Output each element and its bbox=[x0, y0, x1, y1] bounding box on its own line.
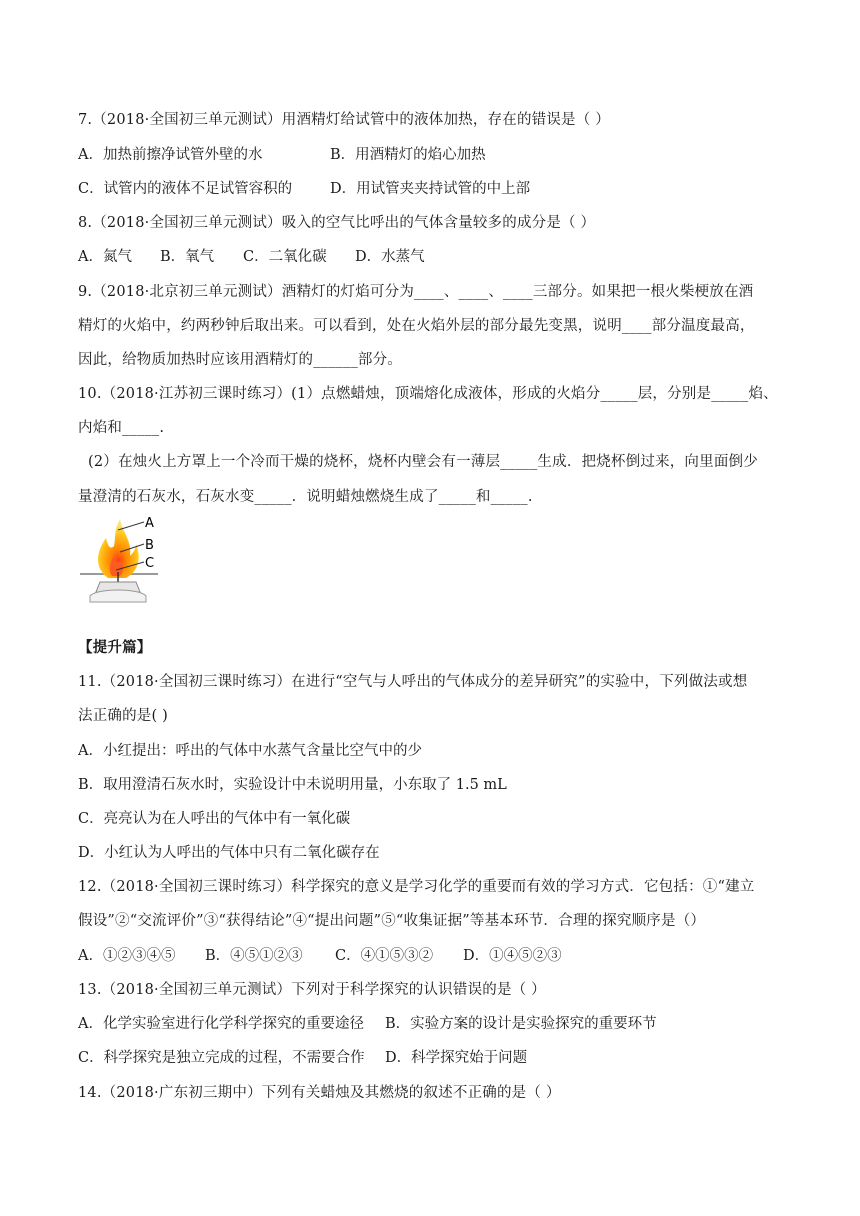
question-11-option-b: B．取用澄清石灰水时，实验设计中未说明用量，小东取了 1.5 mL bbox=[78, 777, 507, 793]
question-12-option-c: C．④①⑤③② bbox=[335, 948, 434, 964]
candle-flame-figure bbox=[80, 516, 160, 608]
question-10-line-3: (2）在烛火上方罩上一个冷而干燥的烧杯，烧杯内壁会有一薄层_____生成．把烧杯倒过来，向里面倒少 bbox=[88, 454, 758, 470]
question-11-line-1: 11.（2018·全国初三课时练习）在进行“空气与人呼出的气体成分的差异研究”的实验中，下列做法或想 bbox=[78, 674, 748, 690]
question-8-stem: 8.（2018·全国初三单元测试）吸入的空气比呼出的气体含量较多的成分是（ ） bbox=[78, 215, 596, 231]
question-9-line-2: 精灯的火焰中，约两秒钟后取出来。可以看到，处在火焰外层的部分最先变黑，说明____部分温度最高， bbox=[78, 318, 755, 334]
question-9-line-3: 因此，给物质加热时应该用酒精灯的______部分。 bbox=[78, 352, 402, 368]
question-11-option-a: A．小红提出：呼出的气体中水蒸气含量比空气中的少 bbox=[78, 743, 422, 759]
question-7-option-d: D．用试管夹夹持试管的中上部 bbox=[330, 181, 531, 197]
question-12-option-b: B．④⑤①②③ bbox=[205, 948, 303, 964]
question-11-option-c: C．亮亮认为在人呼出的气体中有一氧化碳 bbox=[78, 811, 351, 827]
question-10-line-1: 10.（2018·江苏初三课时练习）(1）点燃蜡烛，顶端熔化成液体，形成的火焰分_____层，分别是_____焰、 bbox=[78, 386, 778, 402]
question-13-option-d: D．科学探究始于问题 bbox=[385, 1050, 528, 1066]
question-9-line-1: 9.（2018·北京初三单元测试）酒精灯的灯焰可分为____、____、____三部分。如果把一根火柴梗放在酒 bbox=[78, 284, 754, 300]
question-14-stem: 14.（2018·广东初三期中）下列有关蜡烛及其燃烧的叙述不正确的是（ ） bbox=[78, 1085, 561, 1101]
question-8-option-c: C．二氧化碳 bbox=[243, 249, 327, 265]
question-7-option-b: B．用酒精灯的焰心加热 bbox=[330, 147, 486, 163]
section-heading: 【提升篇】 bbox=[78, 640, 152, 656]
question-13-option-a: A．化学实验室进行化学科学探究的重要途径 bbox=[78, 1016, 364, 1032]
question-10-line-2: 内焰和_____. bbox=[78, 420, 165, 436]
question-12-line-1: 12.（2018·全国初三课时练习）科学探究的意义是学习化学的重要而有效的学习方式．它包括：①“建立 bbox=[78, 879, 755, 895]
question-12-option-d: D．①④⑤②③ bbox=[463, 948, 562, 964]
question-13-stem: 13.（2018·全国初三单元测试）下列对于科学探究的认识错误的是（ ） bbox=[78, 982, 546, 998]
question-8-option-a: A．氮气 bbox=[78, 249, 132, 265]
question-8-option-b: B．氧气 bbox=[160, 249, 215, 265]
question-7-option-c: C．试管内的液体不足试管容积的 bbox=[78, 181, 293, 197]
question-11-line-2: 法正确的是( ) bbox=[78, 708, 169, 724]
question-13-option-b: B．实验方案的设计是实验探究的重要环节 bbox=[385, 1016, 657, 1032]
question-12-option-a: A．①②③④⑤ bbox=[78, 948, 176, 964]
figure-label-c: C bbox=[145, 556, 155, 571]
figure-label-a: A bbox=[145, 516, 154, 531]
question-7-stem: 7.（2018·全国初三单元测试）用酒精灯给试管中的液体加热，存在的错误是（ ） bbox=[78, 112, 610, 128]
question-8-option-d: D．水蒸气 bbox=[355, 249, 425, 265]
figure-label-b: B bbox=[145, 538, 154, 553]
question-11-option-d: D．小红认为人呼出的气体中只有二氧化碳存在 bbox=[78, 845, 380, 861]
question-10-line-4: 量澄清的石灰水，石灰水变_____．说明蜡烛燃烧生成了_____和_____. bbox=[78, 489, 533, 505]
question-7-option-a: A．加热前擦净试管外壁的水 bbox=[78, 147, 263, 163]
question-12-line-2: 假设”②“交流评价”③“获得结论”④“提出问题”⑤“收集证据”等基本环节．合理的探究顺序是（） bbox=[78, 913, 706, 929]
question-13-option-c: C．科学探究是独立完成的过程，不需要合作 bbox=[78, 1050, 365, 1066]
